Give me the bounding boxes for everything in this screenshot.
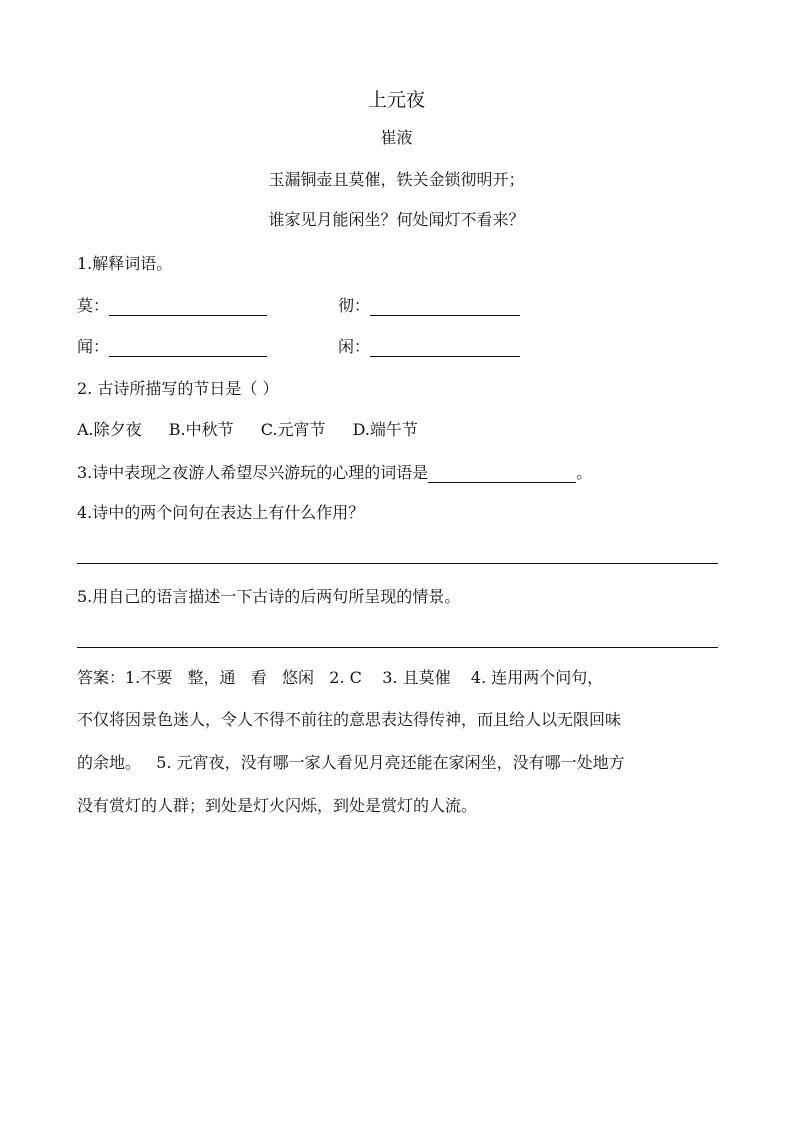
- answer-line-1: 答案：1.不要 整，通 看 悠闲 2. C 3. 且莫催 4. 连用两个问句，: [77, 668, 604, 687]
- option-b: B.中秋节: [168, 420, 234, 439]
- poem-line-2: 谁家见月能闲坐？何处闻灯不看来？: [268, 210, 525, 229]
- question-5: 5.用自己的语言描述一下古诗的后两句所呈现的情景。: [77, 587, 461, 606]
- option-d: D.端午节: [352, 420, 418, 439]
- answer-blank[interactable]: [370, 299, 520, 316]
- options: [77, 420, 418, 440]
- question-3: [77, 463, 592, 483]
- word-label: 彻：: [338, 296, 371, 315]
- period: 。: [576, 463, 593, 482]
- answer-line-2: 不仅将因景色迷人，令人不得不前往的意思表达得传神，而且给人以无限回味: [77, 710, 622, 729]
- word-label: 莫：: [77, 296, 110, 315]
- author: 崔液: [380, 128, 413, 147]
- word-item: [77, 296, 267, 316]
- word-item: [338, 337, 520, 357]
- answer-line-3: 的余地。 5. 元宵夜，没有哪一家人看见月亮还能在家闲坐，没有哪一处地方: [77, 753, 625, 772]
- word-item: [77, 337, 267, 357]
- question-3-text: 3.诗中表现之夜游人希望尽兴游玩的心理的词语是: [77, 463, 429, 482]
- option-c: C.元宵节: [260, 420, 326, 439]
- poem-line-1: 玉漏铜壶且莫催，铁关金锁彻明开；: [268, 170, 525, 189]
- word-label: 闻：: [77, 337, 110, 356]
- word-item: [338, 296, 520, 316]
- answer-line-4: 没有赏灯的人群；到处是灯火闪烁，到处是赏灯的人流。: [77, 796, 478, 815]
- answer-line[interactable]: [77, 563, 718, 564]
- question-2: 2. 古诗所描写的节日是（ ）: [77, 379, 279, 398]
- question-1: 1.解释词语。: [77, 254, 173, 273]
- answer-blank[interactable]: [109, 340, 267, 357]
- answer-line[interactable]: [77, 647, 718, 648]
- question-4: 4.诗中的两个问句在表达上有什么作用？: [77, 503, 365, 522]
- answer-blank[interactable]: [370, 340, 520, 357]
- option-a: A.除夕夜: [77, 420, 142, 439]
- word-label: 闲：: [338, 337, 371, 356]
- page-title: 上元夜: [367, 89, 425, 111]
- answer-blank[interactable]: [109, 299, 267, 316]
- answer-blank[interactable]: [428, 466, 576, 483]
